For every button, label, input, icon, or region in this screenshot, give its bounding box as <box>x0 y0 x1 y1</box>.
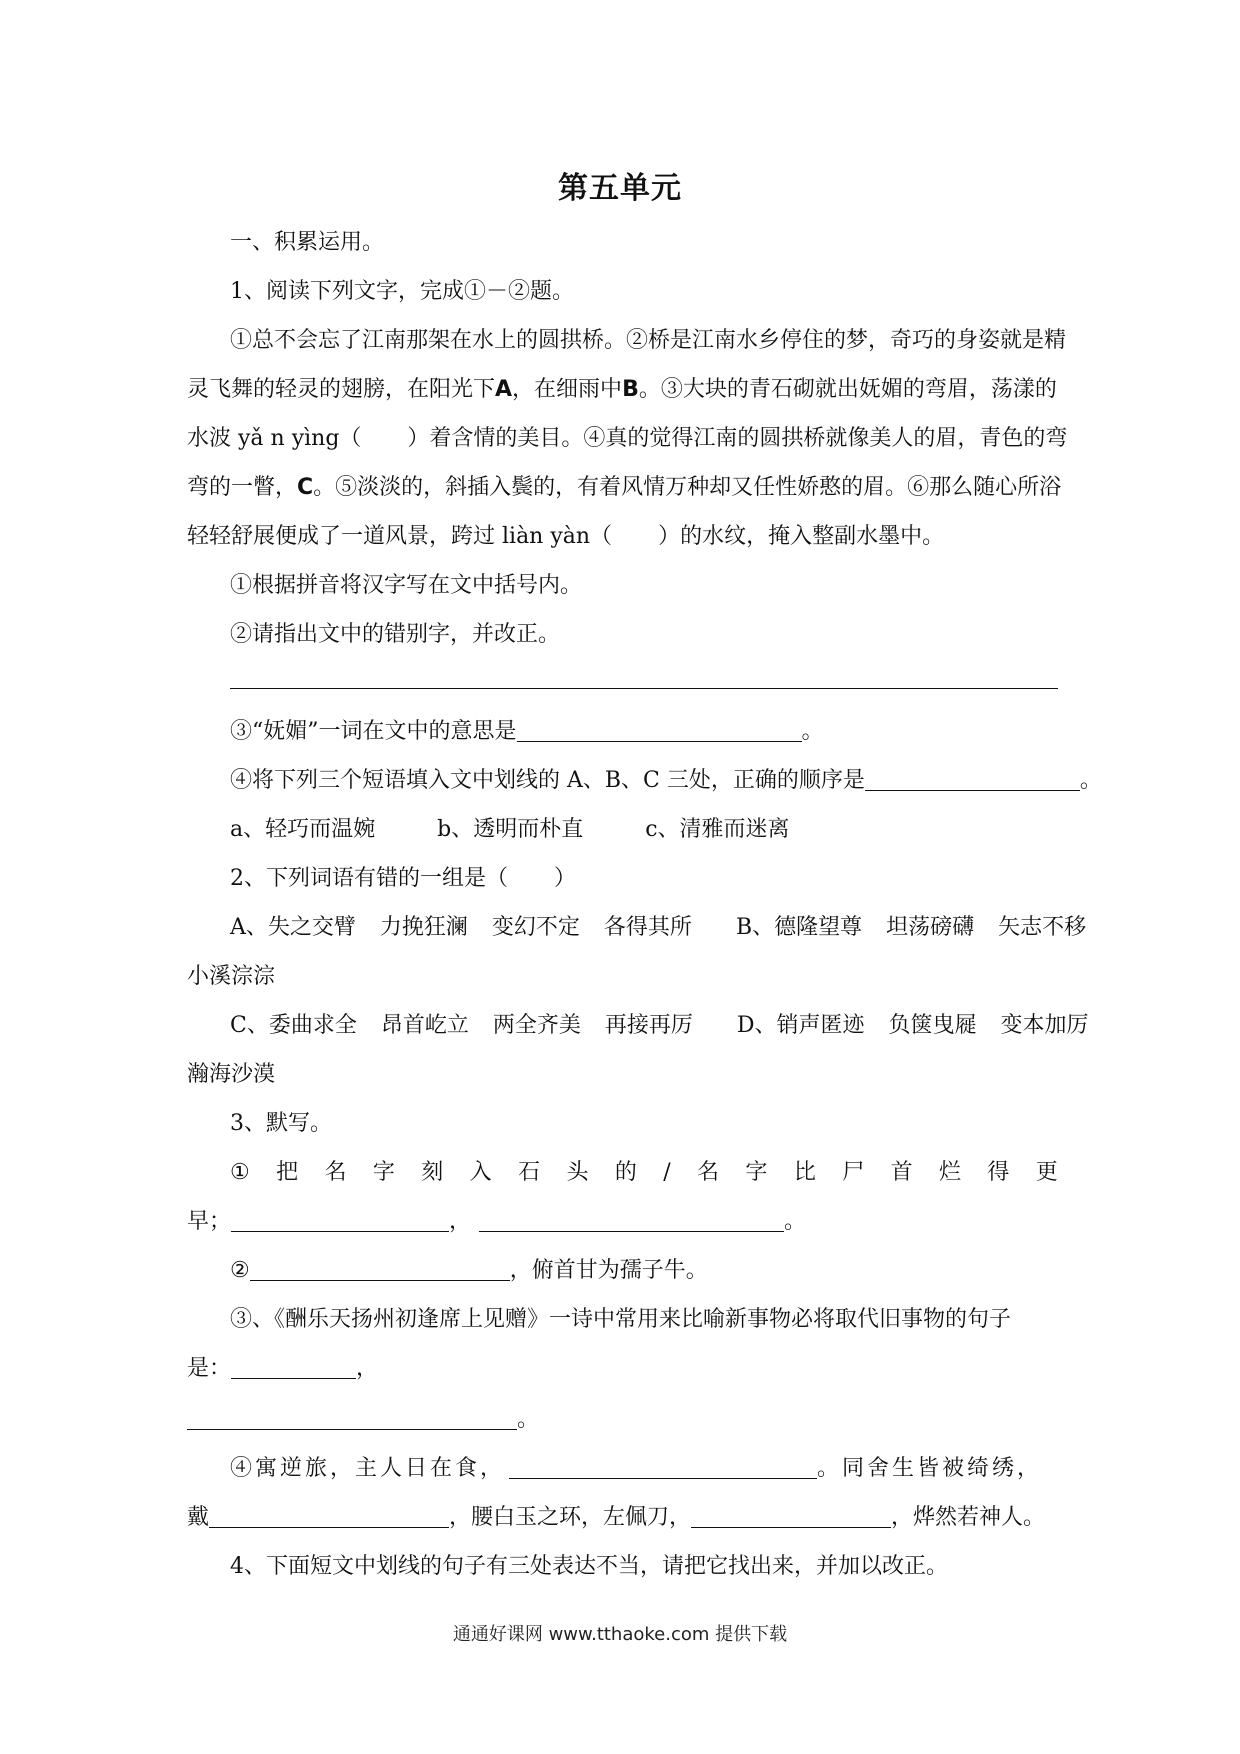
answer-line[interactable] <box>231 1209 449 1232</box>
recite-char: 字 <box>745 1160 768 1185</box>
question-text: ， <box>449 1209 472 1234</box>
sub-question-1: ①根据拼音将汉字写在文中括号内。 <box>230 573 583 598</box>
question-text: ④寓逆旅，主人日在食， <box>230 1456 506 1481</box>
recite-char: 名 <box>697 1160 720 1185</box>
blank-marker-c: C <box>297 475 314 500</box>
answer-line[interactable] <box>691 1505 891 1528</box>
recite-line-2 <box>230 1256 708 1286</box>
question-text: ） <box>554 866 577 891</box>
choice-item: C、委曲求全 <box>230 1013 357 1038</box>
blank-marker-b: B <box>622 377 639 402</box>
question-text: 。 <box>517 1407 540 1432</box>
page-title: 第五单元 <box>558 171 682 206</box>
question-text: 。同舍生皆被绮绣， <box>817 1456 1043 1481</box>
page-footer: 通通好课网 www.tthaoke.com 提供下载 <box>452 1624 788 1645</box>
question-text: 戴 <box>187 1505 210 1530</box>
passage-line-4 <box>187 473 1060 503</box>
answer-line[interactable] <box>231 1356 356 1379</box>
recite-line-1 <box>230 1158 1058 1188</box>
sub-question-3 <box>230 717 824 747</box>
choice-item: D、销声匿迹 <box>736 1013 865 1038</box>
question-text: 。 <box>1079 768 1102 793</box>
choice-item: 昂首屹立 <box>380 1013 469 1038</box>
recite-line-4 <box>230 1454 1042 1484</box>
recite-char: 名 <box>324 1160 347 1185</box>
choice-line-cd-cont: 瀚海沙漠 <box>187 1062 276 1087</box>
choice-item: 坦荡磅礴 <box>886 915 975 940</box>
question-text: 。 <box>784 1209 807 1234</box>
question-text: ② <box>230 1258 250 1283</box>
answer-line[interactable] <box>517 719 802 742</box>
question-text: ④将下列三个短语填入文中划线的 A、B、C 三处，正确的顺序是 <box>230 768 865 793</box>
recite-char: / <box>663 1160 671 1185</box>
choice-item: 负箧曳屣 <box>888 1013 977 1038</box>
choice-item: 再接再厉 <box>604 1013 693 1038</box>
passage-line-5 <box>187 522 1060 552</box>
answer-line[interactable] <box>509 1456 817 1479</box>
recite-line-3-blank-2 <box>187 1405 1060 1435</box>
question-text: ③“妩媚”一词在文中的意思是 <box>230 719 517 744</box>
recite-char: 的 <box>614 1160 637 1185</box>
sub-question-4 <box>230 766 1102 796</box>
question-text: ，烨然若神人。 <box>891 1505 1046 1530</box>
passage-text: ）着含情的美目。④真的觉得江南的圆拱桥就像美人的眉，青色的弯 <box>407 426 1068 451</box>
answer-line[interactable] <box>230 688 1058 689</box>
answer-line[interactable] <box>250 1258 510 1281</box>
phrase-options <box>230 815 790 845</box>
choice-item: 各得其所 <box>603 915 692 940</box>
passage-text: 弯的一瞥， <box>187 475 298 500</box>
passage-text: 轻轻舒展便成了一道风景，跨过 liàn yàn（ <box>187 524 613 549</box>
recite-char: 头 <box>566 1160 589 1185</box>
question-text: ，俯首甘为孺子牛。 <box>509 1258 708 1283</box>
option-b: b、透明而朴直 <box>437 817 584 842</box>
recite-char: 字 <box>372 1160 395 1185</box>
recite-line-4-cont <box>187 1503 1060 1533</box>
answer-line[interactable] <box>187 1407 517 1430</box>
question-text: 。 <box>801 719 824 744</box>
choice-item: 矢志不移 <box>998 915 1087 940</box>
choice-item: A、失之交臂 <box>230 915 356 940</box>
recite-char: 尸 <box>842 1160 865 1185</box>
choice-item: 力挽狂澜 <box>379 915 468 940</box>
choice-line-ab-cont: 小溪淙淙 <box>187 964 276 989</box>
recite-char: ① <box>230 1160 250 1185</box>
sub-question-2: ②请指出文中的错别字，并改正。 <box>230 622 561 647</box>
passage-line-3 <box>187 424 1068 454</box>
question-2-stem <box>230 864 576 894</box>
answer-line[interactable] <box>865 768 1080 791</box>
recite-char: 石 <box>518 1160 541 1185</box>
passage-text: 。③大块的青石砌就出妩媚的弯眉，荡漾的 <box>638 377 1057 402</box>
passage-text: ）的水纹，掩入整副水墨中。 <box>658 524 945 549</box>
answer-line[interactable] <box>209 1505 449 1528</box>
question-4-stem: 4、下面短文中划线的句子有三处表达不当，请把它找出来，并加以改正。 <box>230 1554 948 1579</box>
recite-char: 入 <box>469 1160 492 1185</box>
recite-line-3: ③、《酬乐天扬州初逢席上见赠》一诗中常用来比喻新事物必将取代旧事物的句子 <box>230 1307 1012 1332</box>
section-heading: 一、积累运用。 <box>230 230 385 255</box>
recite-char: 得 <box>987 1160 1010 1185</box>
passage-text: ，在细雨中 <box>512 377 623 402</box>
blank-marker-a: A <box>495 377 513 402</box>
option-c: c、清雅而迷离 <box>645 817 790 842</box>
recite-line-3-blank-1 <box>187 1354 1060 1384</box>
choice-item: 两全齐美 <box>492 1013 581 1038</box>
question-text: 2、下列词语有错的一组是（ <box>230 866 508 891</box>
option-a: a、轻巧而温婉 <box>230 817 376 842</box>
choice-item: B、德隆望尊 <box>735 915 863 940</box>
passage-text: 。⑤淡淡的，斜插入鬓的，有着风情万种却又任性娇憨的眉。⑥那么随心所浴 <box>313 475 1062 500</box>
question-1-stem: 1、阅读下列文字，完成①－②题。 <box>230 279 574 304</box>
recite-char: 烂 <box>938 1160 961 1185</box>
passage-text: 灵飞舞的轻灵的翅膀，在阳光下 <box>187 377 496 402</box>
question-text: 是： <box>187 1356 232 1381</box>
question-3-stem: 3、默写。 <box>230 1111 332 1136</box>
recite-char: 把 <box>276 1160 299 1185</box>
question-text: 早； <box>187 1209 232 1234</box>
recite-line-1-blanks <box>187 1207 1060 1237</box>
passage-line-2 <box>187 375 1060 405</box>
recite-char: 比 <box>793 1160 816 1185</box>
choice-line-cd <box>230 1011 1089 1041</box>
recite-char: 更 <box>1035 1160 1058 1185</box>
answer-line[interactable] <box>479 1209 784 1232</box>
choice-line-ab <box>230 913 1086 943</box>
recite-char: 首 <box>890 1160 913 1185</box>
question-text: ， <box>356 1356 379 1381</box>
recite-char: 刻 <box>421 1160 444 1185</box>
question-text: ，腰白玉之环，左佩刀， <box>449 1505 692 1530</box>
passage-text: ①总不会忘了江南那架在水上的圆拱桥。②桥是江南水乡停住的梦，奇巧的身姿就是精 <box>230 328 1067 353</box>
passage-line-1 <box>230 326 1067 356</box>
choice-item: 变幻不定 <box>491 915 580 940</box>
passage-text: 水波 yǎ n yìng（ <box>187 426 362 451</box>
choice-item: 变本加厉 <box>1000 1013 1089 1038</box>
